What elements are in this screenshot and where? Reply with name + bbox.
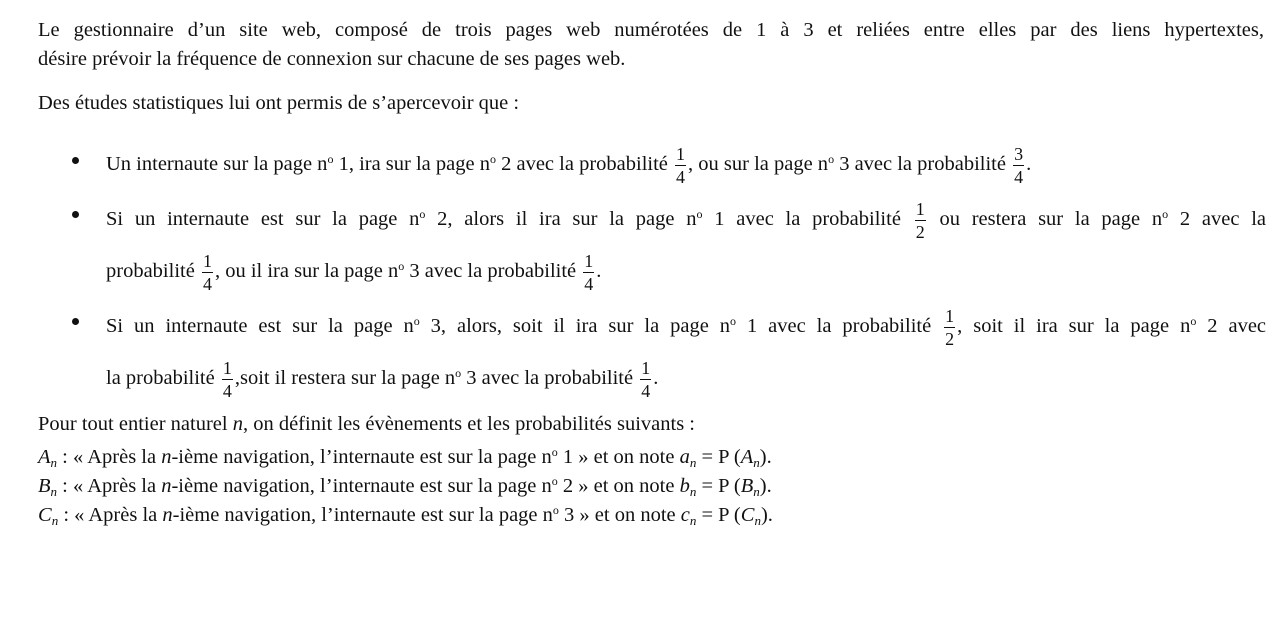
intro-line-3: Des études statistiques lui ont permis de s’apercevoir que : xyxy=(38,92,520,114)
bullet-2 xyxy=(72,211,79,218)
bullet-1 xyxy=(72,157,79,164)
list-item-1: Un internaute sur la page $n^o$ 1, ira sur la page $n^o$ 2 avec la probabilité $\frac{1}{4}$ , ou sur la page $n^o$ 3 avec la probabilité $\frac{3}{4}$ . xyxy=(106,143,1032,187)
list-item-2-line-2: probabilité $\frac{1}{4}$ , ou il ira sur la page $n^o$ 3 avec la probabilité $\frac{1}{4}$ . xyxy=(106,250,602,294)
definition-row-a: $A_n$ : « Après la n-ième navigation, l’internaute est sur la page $n^o$ 1 » et on note $a_n = P$ $(A_n)$. xyxy=(38,445,772,470)
intro-line-1: Le gestionnaire d’un site web, composé de trois pages web numérotées de 1 à 3 et reliées entre elles par des liens hypertextes, xyxy=(38,19,1264,41)
bullet-3 xyxy=(72,318,79,325)
fraction: $\frac{1}{4}$ xyxy=(641,357,651,401)
fraction: $\frac{1}{4}$ xyxy=(202,250,212,294)
fraction: $\frac{3}{4}$ xyxy=(1014,143,1024,187)
definition-row-b: $B_n$ : « Après la n-ième navigation, l’internaute est sur la page $n^o$ 2 » et on note $b_n = P$ $(B_n)$. xyxy=(38,474,772,499)
list-item-2-line-1: Si un internaute est sur la page $n^o$ 2, alors il ira sur la page $n^o$ 1 avec la probabilité $\frac{1}{2}$ ou restera sur la page $n^o$ 2 avec la xyxy=(106,198,1266,242)
intro-line-2: désire prévoir la fréquence de connexion sur chacune de ses pages web. xyxy=(38,48,626,70)
fraction: $\frac{1}{4}$ xyxy=(584,250,594,294)
list-item-3-line-2: la probabilité $\frac{1}{4}$ ,soit il restera sur la page $n^o$ 3 avec la probabilité $\frac{1}{4}$ . xyxy=(106,357,659,401)
fraction: $\frac{1}{4}$ xyxy=(222,357,232,401)
definition-row-c: $C_n$ : « Après la n-ième navigation, l’internaute est sur la page $n^o$ 3 » et on note $c_n = P$ $(C_n)$. xyxy=(38,503,773,528)
fraction: $\frac{1}{2}$ xyxy=(945,305,955,349)
fraction: $\frac{1}{4}$ xyxy=(676,143,686,187)
fraction: $\frac{1}{2}$ xyxy=(915,198,925,242)
definitions-intro: Pour tout entier naturel n, on définit les évènements et les probabilités suivants : xyxy=(38,413,695,435)
list-item-3-line-1: Si un internaute est sur la page $n^o$ 3, alors, soit il ira sur la page $n^o$ 1 avec la probabilité $\frac{1}{2}$ , soit il ira sur la page $n^o$ 2 avec xyxy=(106,305,1267,349)
